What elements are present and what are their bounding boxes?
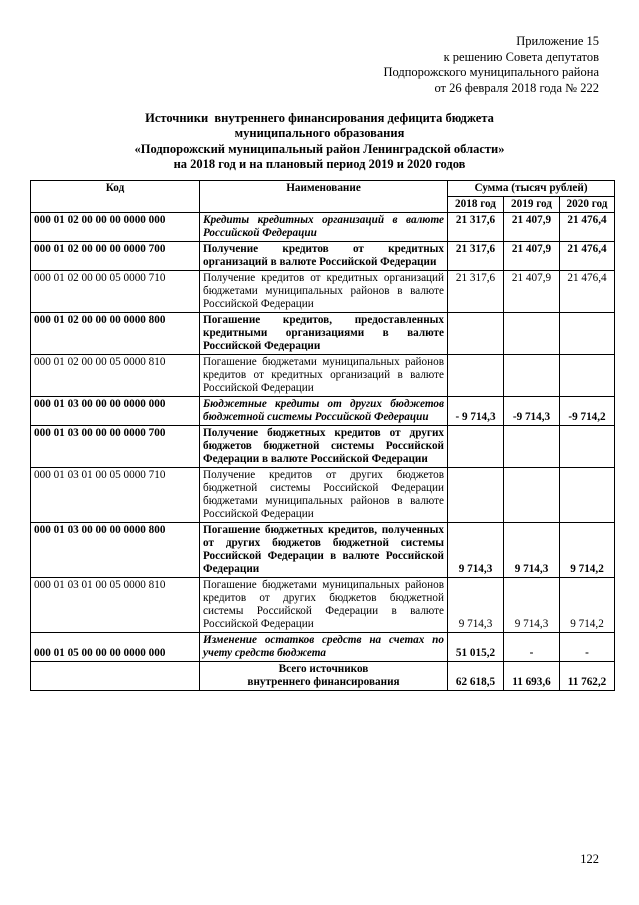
row-value-2019: 9 714,3 xyxy=(504,578,560,633)
table-row xyxy=(31,242,615,271)
row-value-2019 xyxy=(504,468,560,523)
table-total-row xyxy=(31,662,615,691)
row-value-2020 xyxy=(560,313,615,355)
table-row xyxy=(31,355,615,397)
row-value-2019: 21 407,9 xyxy=(504,213,560,242)
row-name: Изменение остатков средств на счетах по учету средств бюджета xyxy=(200,633,448,662)
table-row xyxy=(31,313,615,355)
row-value-2018: 21 317,6 xyxy=(448,271,504,313)
row-name: Кредиты кредитных организаций в валюте Российской Федерации xyxy=(200,213,448,242)
header-year-2018: 2018 год xyxy=(448,197,504,213)
row-code: 000 01 02 00 00 00 0000 700 xyxy=(31,242,200,271)
total-label-line: Всего источников xyxy=(278,663,369,675)
row-code: 000 01 05 00 00 00 0000 000 xyxy=(31,633,200,662)
row-value-2020: 9 714,2 xyxy=(560,578,615,633)
appendix-line: Подпорожского муниципального района xyxy=(383,65,599,80)
header-name: Наименование xyxy=(200,181,448,213)
row-code: 000 01 03 00 00 00 0000 800 xyxy=(31,523,200,578)
table-row xyxy=(31,426,615,468)
table-header-row xyxy=(31,181,615,197)
table-row xyxy=(31,271,615,313)
title-line: «Подпорожский муниципальный район Ленинградской области» xyxy=(134,141,505,156)
row-value-2020 xyxy=(560,468,615,523)
row-value-2020 xyxy=(560,426,615,468)
total-value-2019: 11 693,6 xyxy=(504,662,560,691)
row-value-2018: 21 317,6 xyxy=(448,242,504,271)
row-value-2019 xyxy=(504,426,560,468)
document-title xyxy=(30,111,609,173)
table-row xyxy=(31,213,615,242)
table-row xyxy=(31,468,615,523)
title-line: на 2018 год и на плановый период 2019 и 2020 годов xyxy=(173,157,466,172)
table-row xyxy=(31,523,615,578)
row-name: Погашение бюджетных кредитов, полученных от других бюджетов бюджетной системы Российской Федерации в валюте Российской Федерации xyxy=(200,523,448,578)
row-name: Погашение бюджетами муниципальных районов кредитов от других бюджетов бюджетной системы Российской Федерации в валюте Российской Федерации xyxy=(200,578,448,633)
row-value-2020: 21 476,4 xyxy=(560,213,615,242)
title-line: муниципального образования xyxy=(234,126,405,141)
table-row xyxy=(31,633,615,662)
header-code: Код xyxy=(31,181,200,213)
total-label xyxy=(200,662,448,691)
header-sum: Сумма (тысяч рублей) xyxy=(448,181,615,197)
row-value-2018 xyxy=(448,426,504,468)
row-value-2018 xyxy=(448,355,504,397)
total-value-2018: 62 618,5 xyxy=(448,662,504,691)
row-value-2020: -9 714,2 xyxy=(560,397,615,426)
row-value-2020: - xyxy=(560,633,615,662)
row-name: Погашение кредитов, предоставленных кредитными организациями в валюте Российской Федерации xyxy=(200,313,448,355)
row-value-2019: 21 407,9 xyxy=(504,242,560,271)
page-number: 122 xyxy=(580,852,599,866)
row-name: Получение кредитов от кредитных организаций бюджетами муниципальных районов в валюте Российской Федерации xyxy=(200,271,448,313)
row-value-2019 xyxy=(504,313,560,355)
row-value-2020: 21 476,4 xyxy=(560,271,615,313)
row-name: Бюджетные кредиты от других бюджетов бюджетной системы Российской Федерации xyxy=(200,397,448,426)
total-value-2020: 11 762,2 xyxy=(560,662,615,691)
row-code: 000 01 03 00 00 00 0000 700 xyxy=(31,426,200,468)
title-line: Источники внутреннего финансирования дефицита бюджета xyxy=(145,111,494,125)
row-name: Получение кредитов от других бюджетов бюджетной системы Российской Федерации бюджетами муниципальных районов в валюте Российской Федерации xyxy=(200,468,448,523)
budget-sources-table xyxy=(30,180,615,691)
row-value-2019: - xyxy=(504,633,560,662)
row-value-2018: 9 714,3 xyxy=(448,578,504,633)
row-code: 000 01 02 00 00 00 0000 800 xyxy=(31,313,200,355)
row-value-2018: 9 714,3 xyxy=(448,523,504,578)
row-value-2018: 21 317,6 xyxy=(448,213,504,242)
row-name: Погашение бюджетами муниципальных районов кредитов от кредитных организаций в валюте Российской Федерации xyxy=(200,355,448,397)
row-code: 000 01 03 01 00 05 0000 810 xyxy=(31,578,200,633)
row-code: 000 01 02 00 00 05 0000 710 xyxy=(31,271,200,313)
row-code: 000 01 03 01 00 05 0000 710 xyxy=(31,468,200,523)
table-row xyxy=(31,578,615,633)
appendix-line: к решению Совета депутатов xyxy=(443,49,599,64)
appendix-line: Приложение 15 xyxy=(516,34,599,48)
table-row xyxy=(31,397,615,426)
header-year-2019: 2019 год xyxy=(504,197,560,213)
row-value-2019: 21 407,9 xyxy=(504,271,560,313)
appendix-block xyxy=(299,34,599,96)
total-code-empty xyxy=(31,662,200,691)
appendix-line: от 26 февраля 2018 года № 222 xyxy=(434,80,599,95)
row-value-2018 xyxy=(448,313,504,355)
row-value-2018: - 9 714,3 xyxy=(448,397,504,426)
total-label-line: внутреннего финансирования xyxy=(247,676,400,688)
row-value-2019 xyxy=(504,355,560,397)
row-value-2019: 9 714,3 xyxy=(504,523,560,578)
row-value-2020: 21 476,4 xyxy=(560,242,615,271)
row-value-2019: -9 714,3 xyxy=(504,397,560,426)
row-code: 000 01 02 00 00 00 0000 000 xyxy=(31,213,200,242)
row-name: Получение бюджетных кредитов от других бюджетов бюджетной системы Российской Федерации в валюте Российской Федерации xyxy=(200,426,448,468)
row-code: 000 01 03 00 00 00 0000 000 xyxy=(31,397,200,426)
row-value-2018: 51 015,2 xyxy=(448,633,504,662)
row-code: 000 01 02 00 00 05 0000 810 xyxy=(31,355,200,397)
row-value-2020: 9 714,2 xyxy=(560,523,615,578)
row-value-2020 xyxy=(560,355,615,397)
row-name: Получение кредитов от кредитных организаций в валюте Российской Федерации xyxy=(200,242,448,271)
header-year-2020: 2020 год xyxy=(560,197,615,213)
row-value-2018 xyxy=(448,468,504,523)
